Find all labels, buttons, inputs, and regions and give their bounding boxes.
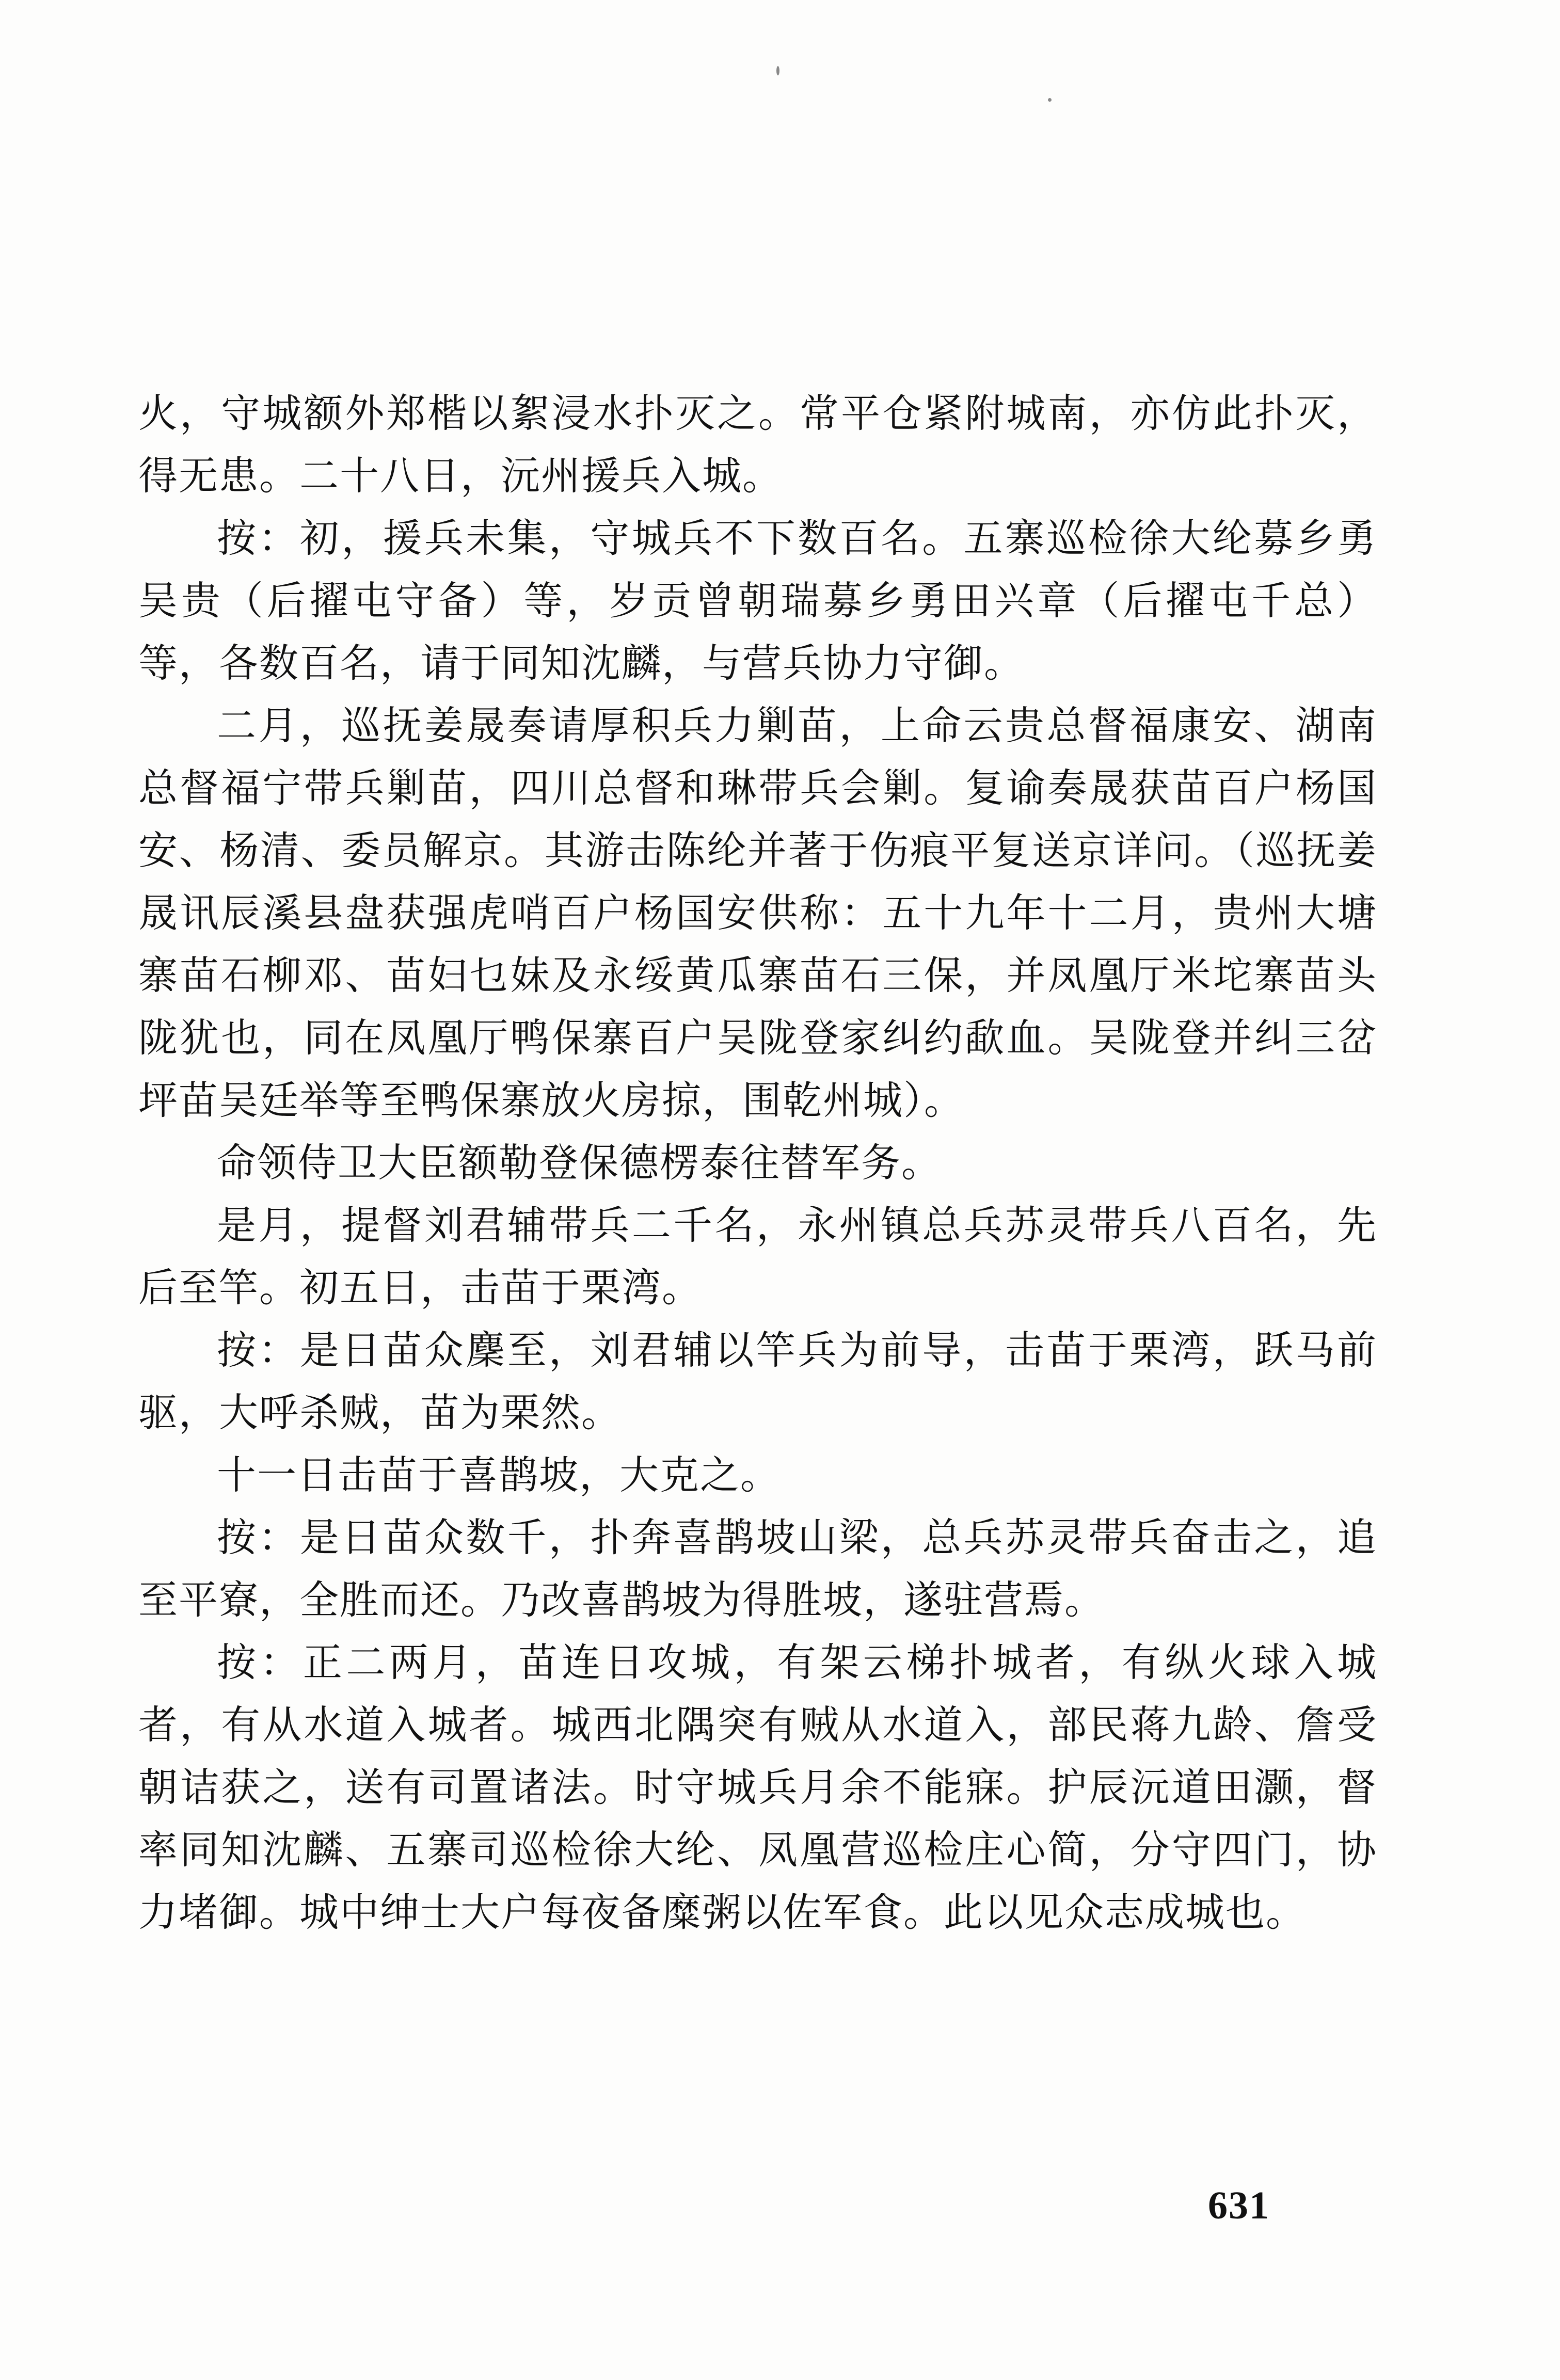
page-number: 631 [1208,2184,1270,2227]
scan-speck [776,66,779,75]
paragraph: 十一日击苗于喜鹊坡，大克之。 [217,1452,781,1498]
paragraph: 是月，提督刘君辅带兵二千名，永州镇总兵苏灵带兵八百名，先后至竿。初五日，击苗于栗湾。 [138,1202,1377,1311]
paragraph: 二月，巡抚姜晟奏请厚积兵力剿苗，上命云贵总督福康安、湖南总督福宁带兵剿苗，四川总督和琳带兵会剿。复谕奏晟获苗百户杨国安、杨清、委员解京。其游击陈纶并著于伤痕平复送京详问。（巡抚姜晟讯辰溪县盘获强虎哨百户杨国安供称：五十九年十二月，贵州大塘寨苗石柳邓、苗妇乜妹及永绥黄瓜寨苗石三保，并凤凰厅米坨寨苗头陇犹也，同在凤凰厅鸭保寨百户吴陇登家纠约歃血。吴陇登并纠三岔坪苗吴廷举等至鸭保寨放火房掠，围乾州城）。 [138,702,1377,1123]
scan-speck [1048,98,1052,102]
paragraph: 命领侍卫大臣额勒登保德楞泰往替军务。 [217,1140,942,1186]
paragraph: 按：正二两月，苗连日攻城，有架云梯扑城者，有纵火球入城者，有从水道入城者。城西北隅突有贼从水道入，部民蒋九龄、詹受朝诘获之，送有司置诸法。时守城兵月余不能寐。护辰沅道田灏，督率同知沈麟、五寨司巡检徐大纶、凤凰营巡检庄心简，分守四门，协力堵御。城中绅士大户每夜备糜粥以佐军食。此以见众志成城也。 [138,1639,1377,1935]
paragraph: 按：是日苗众麇至，刘君辅以竿兵为前导，击苗于栗湾，跃马前驱，大呼杀贼，苗为栗然。 [138,1327,1377,1435]
paragraph: 按：是日苗众数千，扑奔喜鹊坡山梁，总兵苏灵带兵奋击之，追至平寮，全胜而还。乃改喜鹊坡为得胜坡，遂驻营焉。 [138,1514,1377,1623]
paragraph: 火，守城额外郑楷以絮浸水扑灭之。常平仓紧附城南，亦仿此扑灭，得无患。二十八日，沅州援兵入城。 [138,390,1377,499]
paragraph: 按：初，援兵未集，守城兵不下数百名。五寨巡检徐大纶募乡勇吴贵（后擢屯守备）等，岁贡曾朝瑞募乡勇田兴章（后擢屯千总）等，各数百名，请于同知沈麟，与营兵协力守御。 [138,515,1377,686]
body-text [138,382,1377,1943]
